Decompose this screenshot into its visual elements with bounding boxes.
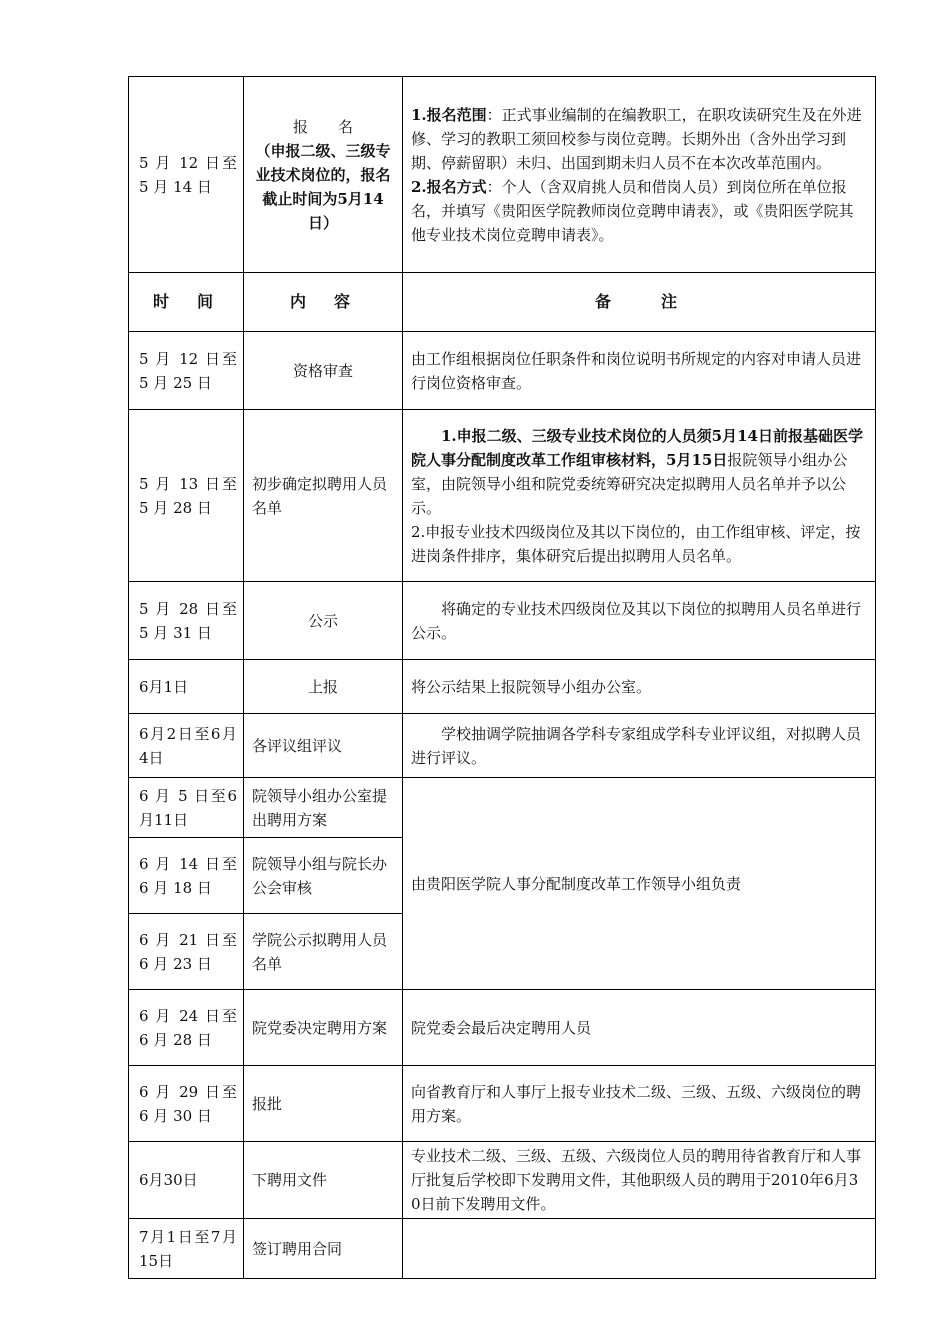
date-cell: 5 月 28 日至 5 月 31 日 (129, 582, 244, 660)
date-cell: 6 月 21 日至 6 月 23 日 (129, 914, 244, 990)
date-cell: 5 月 12 日至 5 月 25 日 (129, 332, 244, 410)
table-row (129, 1142, 876, 1219)
signup-row (129, 77, 876, 273)
remark-para: 2.申报专业技术四级岗位及其以下岗位的，由工作组审核、评定，按进岗条件排序，集体研究后提出拟聘用人员名单。 (411, 522, 861, 565)
remark-cell: 由工作组根据岗位任职条件和岗位说明书所规定的内容对申请人员进行岗位资格审查。 (403, 332, 876, 410)
content-cell: 签订聘用合同 (244, 1219, 403, 1279)
merged-remark-cell: 由贵阳医学院人事分配制度改革工作领导小组负责 (403, 778, 876, 990)
date-cell: 6 月 24 日至 6 月 28 日 (129, 990, 244, 1066)
date-cell: 5 月 12 日至 5 月 14 日 (129, 77, 244, 273)
content-cell: 院领导小组办公室提出聘用方案 (244, 778, 403, 838)
signup-title: 报 名 (292, 117, 353, 136)
table-row (129, 660, 876, 714)
content-cell: 上报 (244, 660, 403, 714)
content-cell (244, 77, 403, 273)
table-row (129, 332, 876, 410)
table-row (129, 582, 876, 660)
content-cell: 各评议组评议 (244, 714, 403, 778)
remark-cell (403, 1219, 876, 1279)
content-cell: 学院公示拟聘用人员名单 (244, 914, 403, 990)
remark-cell: 学校抽调学院抽调各学科专家组成学科专业评议组，对拟聘人员进行评议。 (403, 714, 876, 778)
signup-note: （申报二级、三级专业技术岗位的，报名截止时间为5月14日） (255, 141, 391, 232)
remark-cell: 专业技术二级、三级、五级、六级岗位人员的聘用待省教育厅和人事厅批复后学校即下发聘用文件，其他职级人员的聘用于2010年6月30日前下发聘用文件。 (403, 1142, 876, 1219)
text: ：正式事业编制的在编教职工，在职攻读研究生及在外进修、学习的教职工须回校参与岗位竞聘。长期外出（含外出学习到期、停薪留职）未归、出国到期未归人员不在本次改革范围内。 (411, 105, 862, 172)
date-cell: 6月30日 (129, 1142, 244, 1219)
label: 1.报名范围 (411, 105, 487, 124)
remark-para (411, 103, 867, 175)
remark-cell: 向省教育厅和人事厅上报专业技术二级、三级、五级、六级岗位的聘用方案。 (403, 1066, 876, 1142)
date-cell: 5 月 13 日至 5 月 28 日 (129, 410, 244, 582)
date-cell: 6 月 5 日至6月11日 (129, 778, 244, 838)
text: 报院领导小组办公室，由院领导小组和院党委统筹研究决定拟聘用人员名单并予以公示。 (411, 450, 848, 517)
remark-cell: 将确定的专业技术四级岗位及其以下岗位的拟聘用人员名单进行公示。 (403, 582, 876, 660)
header-time: 时 间 (129, 273, 244, 332)
date-cell: 7月1日至7月15日 (129, 1219, 244, 1279)
date-cell: 6 月 29 日至 6 月 30 日 (129, 1066, 244, 1142)
table-row (129, 714, 876, 778)
content-cell: 初步确定拟聘用人员名单 (244, 410, 403, 582)
remark-cell (403, 77, 876, 273)
schedule-table (128, 76, 876, 1279)
content-cell: 院党委决定聘用方案 (244, 990, 403, 1066)
date-cell: 6 月 14 日至 6 月 18 日 (129, 838, 244, 914)
remark-para (411, 424, 867, 520)
date-cell: 6月2日至6月4日 (129, 714, 244, 778)
content-cell: 资格审查 (244, 332, 403, 410)
content-cell: 院领导小组与院长办公会审核 (244, 838, 403, 914)
remark-cell: 将公示结果上报院领导小组办公室。 (403, 660, 876, 714)
header-row (129, 273, 876, 332)
table-row (129, 410, 876, 582)
table-row (129, 1219, 876, 1279)
table-row (129, 990, 876, 1066)
remark-cell: 院党委会最后决定聘用人员 (403, 990, 876, 1066)
content-cell: 公示 (244, 582, 403, 660)
label: 2.报名方式 (411, 177, 487, 196)
content-cell: 下聘用文件 (244, 1142, 403, 1219)
header-remark: 备 注 (403, 273, 876, 332)
remark-cell (403, 410, 876, 582)
remark-para (411, 175, 867, 247)
table-row (129, 778, 876, 838)
table-row (129, 1066, 876, 1142)
bold-text: 1.申报二级、三级专业技术岗位的人员须5月14日前报基础医学院人事分配制度改革工作组审核材料，5月15日 (411, 426, 863, 469)
date-cell: 6月1日 (129, 660, 244, 714)
content-cell: 报批 (244, 1066, 403, 1142)
text: ：个人（含双肩挑人员和借岗人员）到岗位所在单位报名，并填写《贵阳医学院教师岗位竞聘申请表》，或《贵阳医学院其他专业技术岗位竞聘申请表》。 (411, 177, 854, 244)
header-content: 内 容 (244, 273, 403, 332)
